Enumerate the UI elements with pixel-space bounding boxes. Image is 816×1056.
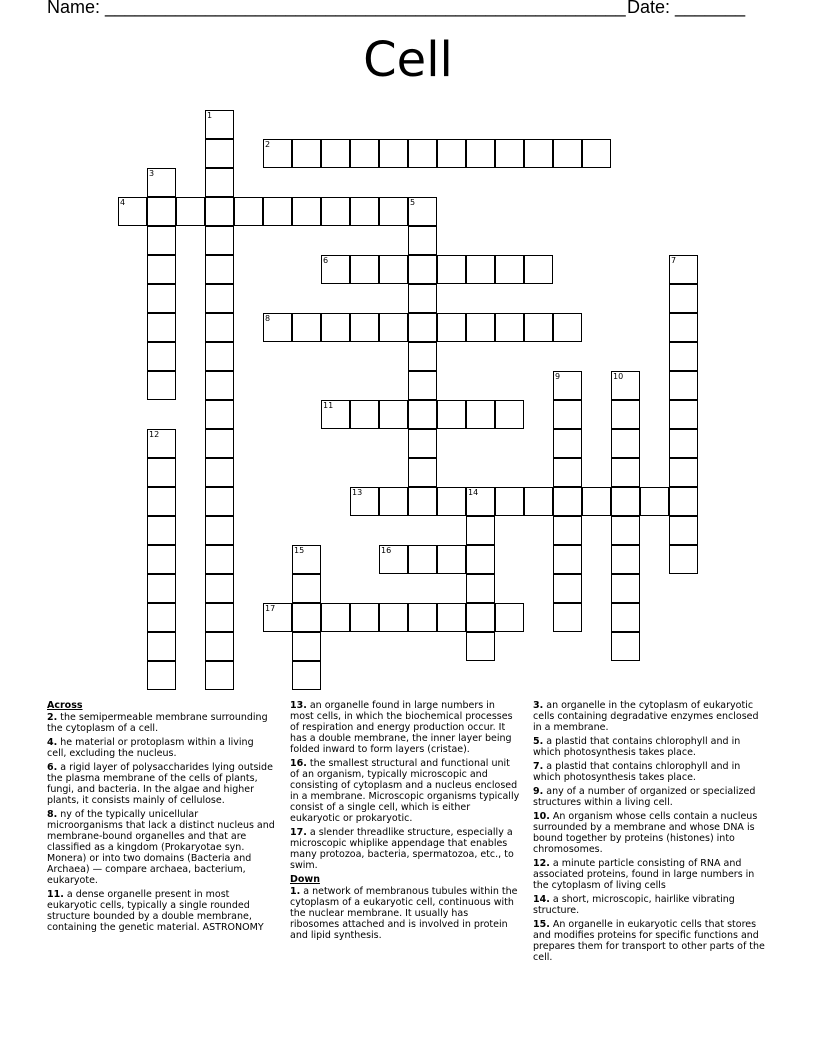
clue: 8. ny of the typically unicellular microorganisms that lack a distinct nucleus and membrane-bound organelles and that are classified as a kingdom (Prokaryotae syn. Monera) or into two domains (Bacteria and Archaea) — compare archaea, bacterium, eukaryote. <box>47 809 275 886</box>
clue: 11. a dense organelle present in most eukaryotic cells, typically a single rounded structure bounded by a double membrane, containing the genetic material. ASTRONOMY <box>47 889 264 933</box>
grid-cell[interactable] <box>553 139 582 168</box>
date-field[interactable]: Date: _______ <box>627 0 746 17</box>
grid-cell[interactable] <box>147 603 176 632</box>
grid-cell[interactable] <box>669 284 698 313</box>
grid-cell[interactable] <box>437 255 466 284</box>
cell-number: 14 <box>468 488 479 497</box>
cell-number: 5 <box>410 198 416 207</box>
grid-cell[interactable] <box>408 371 437 400</box>
grid-cell[interactable] <box>553 313 582 342</box>
grid-cell[interactable] <box>669 371 698 400</box>
grid-cell[interactable] <box>205 197 234 226</box>
grid-cell[interactable] <box>147 371 176 400</box>
clue: 14. a short, microscopic, hairlike vibrating structure. <box>533 894 735 916</box>
grid-cell[interactable] <box>321 197 350 226</box>
clue: 6. a rigid layer of polysaccharides lying outside the plasma membrane of the cells of plants, fungi, and bacteria. In the algae and higher plants, it consists mainly of cellulose. <box>47 762 273 806</box>
clue: 5. a plastid that contains chlorophyll and in which photosynthesis takes place. <box>533 736 741 758</box>
grid-cell[interactable] <box>379 603 408 632</box>
grid-cell[interactable] <box>147 226 176 255</box>
grid-cell[interactable] <box>553 487 582 516</box>
grid-cell[interactable] <box>408 429 437 458</box>
cell-number: 9 <box>555 372 561 381</box>
grid-cell[interactable] <box>408 255 437 284</box>
grid-cell[interactable] <box>205 110 234 139</box>
clue: 3. an organelle in the cytoplasm of eukaryotic cells containing degradative enzymes enclosed in a membrane. <box>533 700 759 733</box>
grid-cell[interactable] <box>611 516 640 545</box>
grid-cell[interactable] <box>611 429 640 458</box>
grid-cell[interactable] <box>408 139 437 168</box>
grid-cell[interactable] <box>408 400 437 429</box>
grid-cell[interactable] <box>437 313 466 342</box>
grid-cell[interactable] <box>147 255 176 284</box>
grid-cell[interactable] <box>147 516 176 545</box>
cell-number: 1 <box>207 111 213 120</box>
across-heading: Across <box>47 700 83 711</box>
grid-cell[interactable] <box>205 603 234 632</box>
grid-cell[interactable] <box>147 632 176 661</box>
grid-cell[interactable] <box>669 487 698 516</box>
grid-cell[interactable] <box>669 313 698 342</box>
grid-cell[interactable] <box>292 603 321 632</box>
cell-number: 11 <box>323 401 334 410</box>
grid-cell[interactable] <box>553 458 582 487</box>
grid-cell[interactable] <box>379 255 408 284</box>
grid-cell[interactable] <box>350 400 379 429</box>
grid-cell[interactable] <box>321 255 350 284</box>
grid-cell[interactable] <box>350 603 379 632</box>
grid-cell[interactable] <box>350 139 379 168</box>
grid-cell[interactable] <box>205 168 234 197</box>
cell-number: 6 <box>323 256 329 265</box>
grid-cell[interactable] <box>437 603 466 632</box>
grid-cell[interactable] <box>205 487 234 516</box>
grid-cell[interactable] <box>350 313 379 342</box>
grid-cell[interactable] <box>524 139 553 168</box>
grid-cell[interactable] <box>553 400 582 429</box>
grid-cell[interactable] <box>205 371 234 400</box>
clue: 1. a network of membranous tubules within the cytoplasm of a eukaryotic cell, continuous with the nuclear membrane. It usually has ribosomes attached and is involved in protein and lipid synthesis. <box>290 886 518 941</box>
grid-cell[interactable] <box>553 371 582 400</box>
grid-cell[interactable] <box>524 313 553 342</box>
grid-cell[interactable] <box>466 603 495 632</box>
page-title: Cell <box>363 32 453 88</box>
grid-cell[interactable] <box>379 487 408 516</box>
grid-cell[interactable] <box>553 429 582 458</box>
grid-cell[interactable] <box>669 458 698 487</box>
grid-cell[interactable] <box>495 139 524 168</box>
clue: 7. a plastid that contains chlorophyll and in which photosynthesis takes place. <box>533 761 741 783</box>
grid-cell[interactable] <box>408 197 437 226</box>
grid-cell[interactable] <box>147 342 176 371</box>
grid-cell[interactable] <box>321 139 350 168</box>
grid-cell[interactable] <box>466 313 495 342</box>
grid-cell[interactable] <box>495 487 524 516</box>
grid-cell[interactable] <box>437 487 466 516</box>
grid-cell[interactable] <box>205 516 234 545</box>
grid-cell[interactable] <box>495 255 524 284</box>
cell-number: 13 <box>352 488 363 497</box>
grid-cell[interactable] <box>611 603 640 632</box>
grid-cell[interactable] <box>408 342 437 371</box>
clue: 17. a slender threadlike structure, especially a microscopic whiplike appendage that enables many protozoa, bacteria, spermatozoa, etc., to swim. <box>290 827 514 871</box>
grid-cell[interactable] <box>292 661 321 690</box>
grid-cell[interactable] <box>437 400 466 429</box>
grid-cell[interactable] <box>669 342 698 371</box>
grid-cell[interactable] <box>408 603 437 632</box>
grid-cell[interactable] <box>205 284 234 313</box>
grid-cell[interactable] <box>205 458 234 487</box>
grid-cell[interactable] <box>669 400 698 429</box>
grid-cell[interactable] <box>350 197 379 226</box>
grid-cell[interactable] <box>147 313 176 342</box>
grid-cell[interactable] <box>205 226 234 255</box>
grid-cell[interactable] <box>437 139 466 168</box>
grid-cell[interactable] <box>292 139 321 168</box>
grid-cell[interactable] <box>466 487 495 516</box>
grid-cell[interactable] <box>582 139 611 168</box>
grid-cell[interactable] <box>495 400 524 429</box>
grid-cell[interactable] <box>408 226 437 255</box>
grid-cell[interactable] <box>147 458 176 487</box>
grid-cell[interactable] <box>466 574 495 603</box>
grid-cell[interactable] <box>553 603 582 632</box>
grid-cell[interactable] <box>205 313 234 342</box>
grid-cell[interactable] <box>640 487 669 516</box>
grid-cell[interactable] <box>118 197 147 226</box>
grid-cell[interactable] <box>292 545 321 574</box>
grid-cell[interactable] <box>611 487 640 516</box>
grid-cell[interactable] <box>408 545 437 574</box>
clue: 9. any of a number of organized or specialized structures within a living cell. <box>533 786 756 808</box>
grid-cell[interactable] <box>524 255 553 284</box>
grid-cell[interactable] <box>408 284 437 313</box>
grid-cell[interactable] <box>292 313 321 342</box>
grid-cell[interactable] <box>263 603 292 632</box>
grid-cell[interactable] <box>205 255 234 284</box>
grid-cell[interactable] <box>379 197 408 226</box>
grid-cell[interactable] <box>553 545 582 574</box>
cell-number: 4 <box>120 198 126 207</box>
clue: 10. An organism whose cells contain a nucleus surrounded by a membrane and whose DNA is bound together by proteins (histones) into chromosomes. <box>533 811 758 855</box>
grid-cell[interactable] <box>321 400 350 429</box>
grid-cell[interactable] <box>669 255 698 284</box>
cell-number: 17 <box>265 604 276 613</box>
grid-cell[interactable] <box>669 429 698 458</box>
grid-cell[interactable] <box>147 661 176 690</box>
clue: 15. An organelle in eukaryotic cells that stores and modifies proteins for specific functions and prepares them for transport to other parts of the cell. <box>533 919 765 963</box>
grid-cell[interactable] <box>205 545 234 574</box>
grid-cell[interactable] <box>321 603 350 632</box>
grid-cell[interactable] <box>495 603 524 632</box>
clue: 12. a minute particle consisting of RNA and associated proteins, found in large numbers in the cytoplasm of living cells <box>533 858 755 891</box>
cell-number: 7 <box>671 256 677 265</box>
grid-cell[interactable] <box>611 400 640 429</box>
down-heading: Down <box>290 874 320 885</box>
clue: 16. the smallest structural and functional unit of an organism, typically microscopic and consisting of cytoplasm and a nucleus enclosed in a membrane. Microscopic organisms typically consist of a single cell, which is either eukaryotic or prokaryotic. <box>290 758 520 824</box>
grid-cell[interactable] <box>466 632 495 661</box>
grid-cell[interactable] <box>379 545 408 574</box>
grid-cell[interactable] <box>176 197 205 226</box>
grid-cell[interactable] <box>466 545 495 574</box>
grid-cell[interactable] <box>350 487 379 516</box>
grid-cell[interactable] <box>205 632 234 661</box>
grid-cell[interactable] <box>495 313 524 342</box>
grid-cell[interactable] <box>205 574 234 603</box>
grid-cell[interactable] <box>611 371 640 400</box>
grid-cell[interactable] <box>437 545 466 574</box>
grid-cell[interactable] <box>263 197 292 226</box>
grid-cell[interactable] <box>205 429 234 458</box>
grid-cell[interactable] <box>292 574 321 603</box>
grid-cell[interactable] <box>147 168 176 197</box>
grid-cell[interactable] <box>263 313 292 342</box>
grid-cell[interactable] <box>321 313 350 342</box>
grid-cell[interactable] <box>379 400 408 429</box>
grid-cell[interactable] <box>408 313 437 342</box>
grid-cell[interactable] <box>147 197 176 226</box>
grid-cell[interactable] <box>466 516 495 545</box>
clue: 4. he material or protoplasm within a living cell, excluding the nucleus. <box>47 737 254 759</box>
grid-cell[interactable] <box>669 545 698 574</box>
grid-cell[interactable] <box>408 458 437 487</box>
grid-cell[interactable] <box>466 400 495 429</box>
grid-cell[interactable] <box>379 139 408 168</box>
grid-cell[interactable] <box>466 139 495 168</box>
cell-number: 15 <box>294 546 305 555</box>
grid-cell[interactable] <box>669 516 698 545</box>
grid-cell[interactable] <box>524 487 553 516</box>
clues-column-1 <box>47 700 275 936</box>
grid-cell[interactable] <box>147 487 176 516</box>
clues-column-2 <box>290 700 520 944</box>
grid-cell[interactable] <box>611 632 640 661</box>
clue: 13. an organelle found in large numbers in most cells, in which the biochemical processes of respiration and energy production occur. It has a double membrane, the inner layer being folded inward to form layers (cristae). <box>290 700 513 755</box>
name-field[interactable]: Name: ____________________________________________________ <box>47 0 626 17</box>
grid-cell[interactable] <box>582 487 611 516</box>
grid-cell[interactable] <box>205 400 234 429</box>
grid-cell[interactable] <box>379 313 408 342</box>
grid-cell[interactable] <box>466 255 495 284</box>
clues-column-3 <box>533 700 765 966</box>
cell-number: 3 <box>149 169 155 178</box>
cell-number: 16 <box>381 546 392 555</box>
grid-cell[interactable] <box>611 458 640 487</box>
grid-cell[interactable] <box>350 255 379 284</box>
grid-cell[interactable] <box>147 545 176 574</box>
grid-cell[interactable] <box>292 197 321 226</box>
grid-cell[interactable] <box>205 139 234 168</box>
grid-cell[interactable] <box>147 574 176 603</box>
cell-number: 12 <box>149 430 160 439</box>
grid-cell[interactable] <box>205 342 234 371</box>
grid-cell[interactable] <box>611 545 640 574</box>
grid-cell[interactable] <box>553 516 582 545</box>
grid-cell[interactable] <box>147 429 176 458</box>
grid-cell[interactable] <box>611 574 640 603</box>
grid-cell[interactable] <box>292 632 321 661</box>
grid-cell[interactable] <box>263 139 292 168</box>
grid-cell[interactable] <box>553 574 582 603</box>
cell-number: 2 <box>265 140 271 149</box>
grid-cell[interactable] <box>147 284 176 313</box>
grid-cell[interactable] <box>234 197 263 226</box>
cell-number: 10 <box>613 372 624 381</box>
grid-cell[interactable] <box>205 661 234 690</box>
grid-cell[interactable] <box>408 487 437 516</box>
clue: 2. the semipermeable membrane surrounding the cytoplasm of a cell. <box>47 712 268 734</box>
cell-number: 8 <box>265 314 271 323</box>
